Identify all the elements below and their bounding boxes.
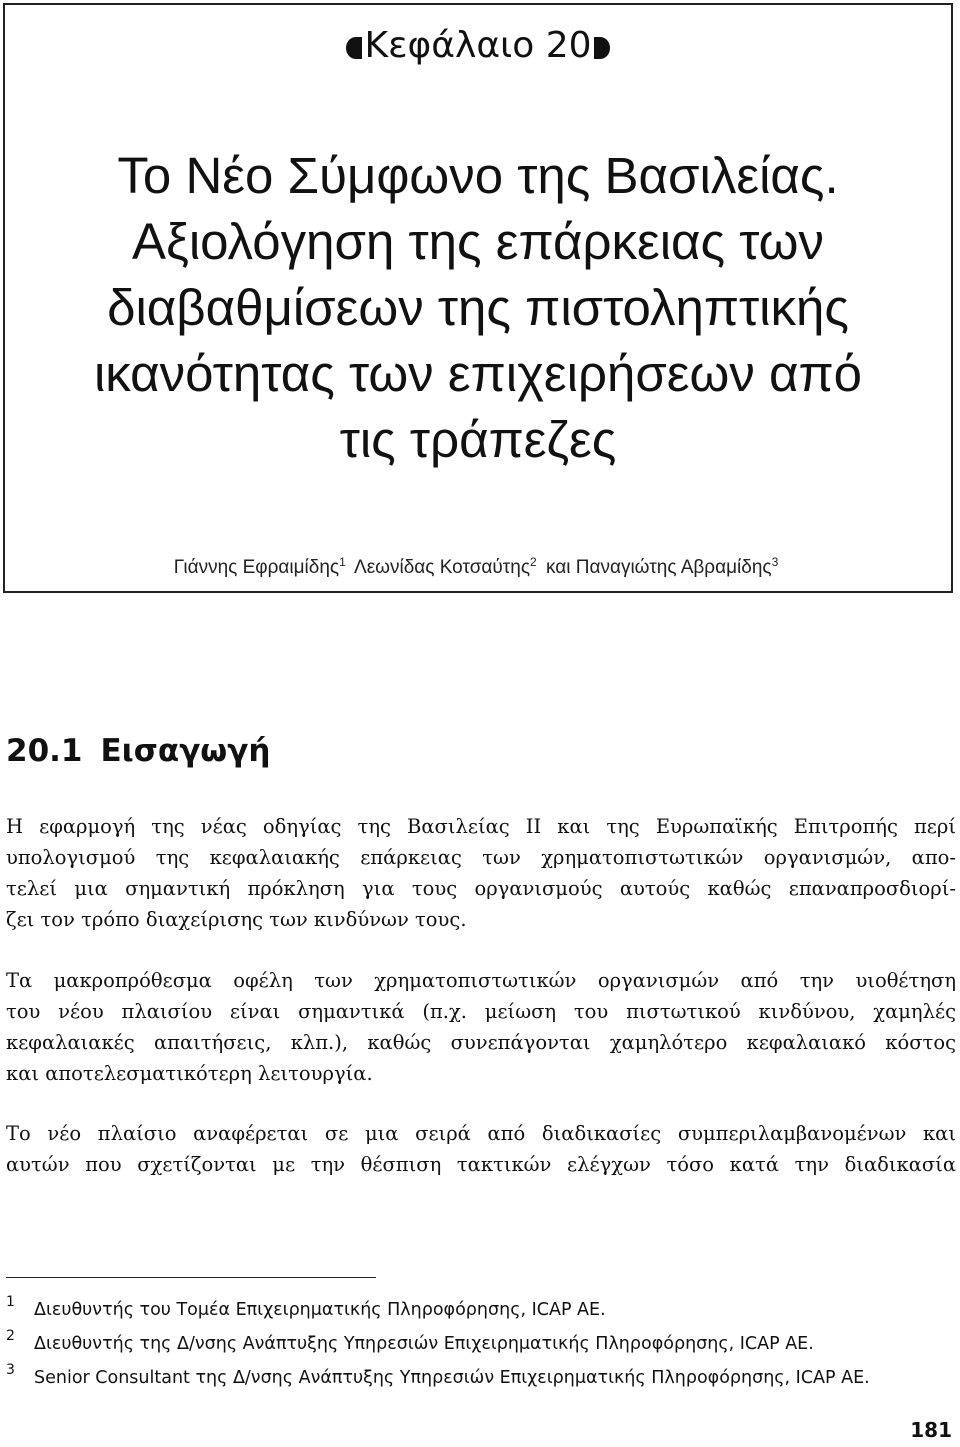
footnote-text: Διευθυντής της Δ/νσης Ανάπτυξης Υπηρεσιών Επιχειρηματικής Πληροφόρησης, ICAP AE.	[34, 1334, 814, 1354]
paragraph-line: Τα μακροπρόθεσμα οφέλη των χρηματοπιστωτικών οργανισμών από την υιοθέτηση	[6, 969, 956, 992]
section-heading	[6, 733, 270, 769]
chapter-title	[15, 143, 941, 473]
footnote-mark: 3	[6, 1362, 15, 1378]
paragraph-line: Το νέο πλαίσιο αναφέρεται σε μια σειρά από διαδικασίες συμπεριλαμβανομένων και	[6, 1122, 956, 1145]
paragraph-line: ζει τον τρόπο διαχείρισης των κινδύνων τους.	[6, 908, 467, 931]
paragraph-line: υπολογισμού της κεφαλαιακής επάρκειας των χρηματοπιστωτικών οργανισμών, απο-	[6, 846, 956, 869]
section-title: Εισαγωγή	[100, 733, 271, 769]
footnote-text: Διευθυντής του Τομέα Επιχειρηματικής Πληροφόρησης, ICAP AE.	[34, 1300, 606, 1320]
paragraph-line: Η εφαρμογή της νέας οδηγίας της Βασιλείας ΙΙ και της Ευρωπαϊκής Επιτροπής περί	[6, 815, 956, 838]
paragraph-line: αυτών που σχετίζονται με την θέσπιση τακτικών ελέγχων τόσο κατά την διαδικασία	[6, 1153, 956, 1176]
section-number: 20.1	[6, 733, 83, 769]
paragraph-line: και αποτελεσματικότερη λειτουργία.	[6, 1062, 373, 1085]
footnote-ref[interactable]: 1	[339, 555, 346, 569]
title-line: Το Νέο Σύμφωνο της Βασιλείας.	[117, 147, 839, 204]
author-name: Παναγιώτης Αβραμίδης	[575, 557, 772, 578]
author-list	[5, 555, 951, 579]
right-ornament-icon	[594, 37, 610, 59]
paragraph	[6, 1118, 956, 1180]
footnote-mark: 2	[6, 1328, 15, 1344]
footnote-text: Senior Consultant της Δ/νσης Ανάπτυξης Υπηρεσιών Επιχειρηματικής Πληροφόρησης, ICAP AE.	[34, 1368, 870, 1388]
author-connector: και	[546, 557, 571, 578]
paragraph-line: τελεί μια σημαντική πρόκληση για τους οργανισμούς αυτούς καθώς επαναπροσδιορί-	[6, 877, 956, 900]
paragraph-line: του νέου πλαισίου είναι σημαντικά (π.χ. μείωση του πιστωτικού κινδύνου, χαμηλές	[6, 1000, 956, 1023]
title-line: Αξιολόγηση της επάρκειας των	[131, 213, 825, 270]
title-line: τις τράπεζες	[339, 411, 617, 468]
chapter-label-text: Κεφάλαιο 20	[364, 25, 592, 66]
left-ornament-icon	[346, 37, 362, 59]
footnote-mark: 1	[6, 1294, 15, 1310]
title-line: ικανότητας των επιχειρήσεων από	[93, 345, 863, 402]
author-name: Λεωνίδας Κοτσαύτης	[354, 557, 531, 578]
footnote-ref[interactable]: 3	[771, 555, 779, 569]
paragraph-line: κεφαλαιακές απαιτήσεις, κλπ.), καθώς συνεπάγονται χαμηλότερο κεφαλαιακό κόστος	[6, 1031, 956, 1054]
paragraph	[6, 965, 956, 1089]
chapter-label	[5, 25, 951, 66]
page-number: 181	[910, 1418, 952, 1442]
author-name: Γιάννης Εφραιμίδης	[173, 557, 340, 578]
chapter-title-box	[3, 3, 953, 593]
paragraph	[6, 811, 956, 935]
footnote-ref[interactable]: 2	[530, 555, 537, 569]
footnote-divider	[6, 1277, 376, 1278]
title-line: διαβαθμίσεων της πιστοληπτικής	[107, 279, 849, 336]
